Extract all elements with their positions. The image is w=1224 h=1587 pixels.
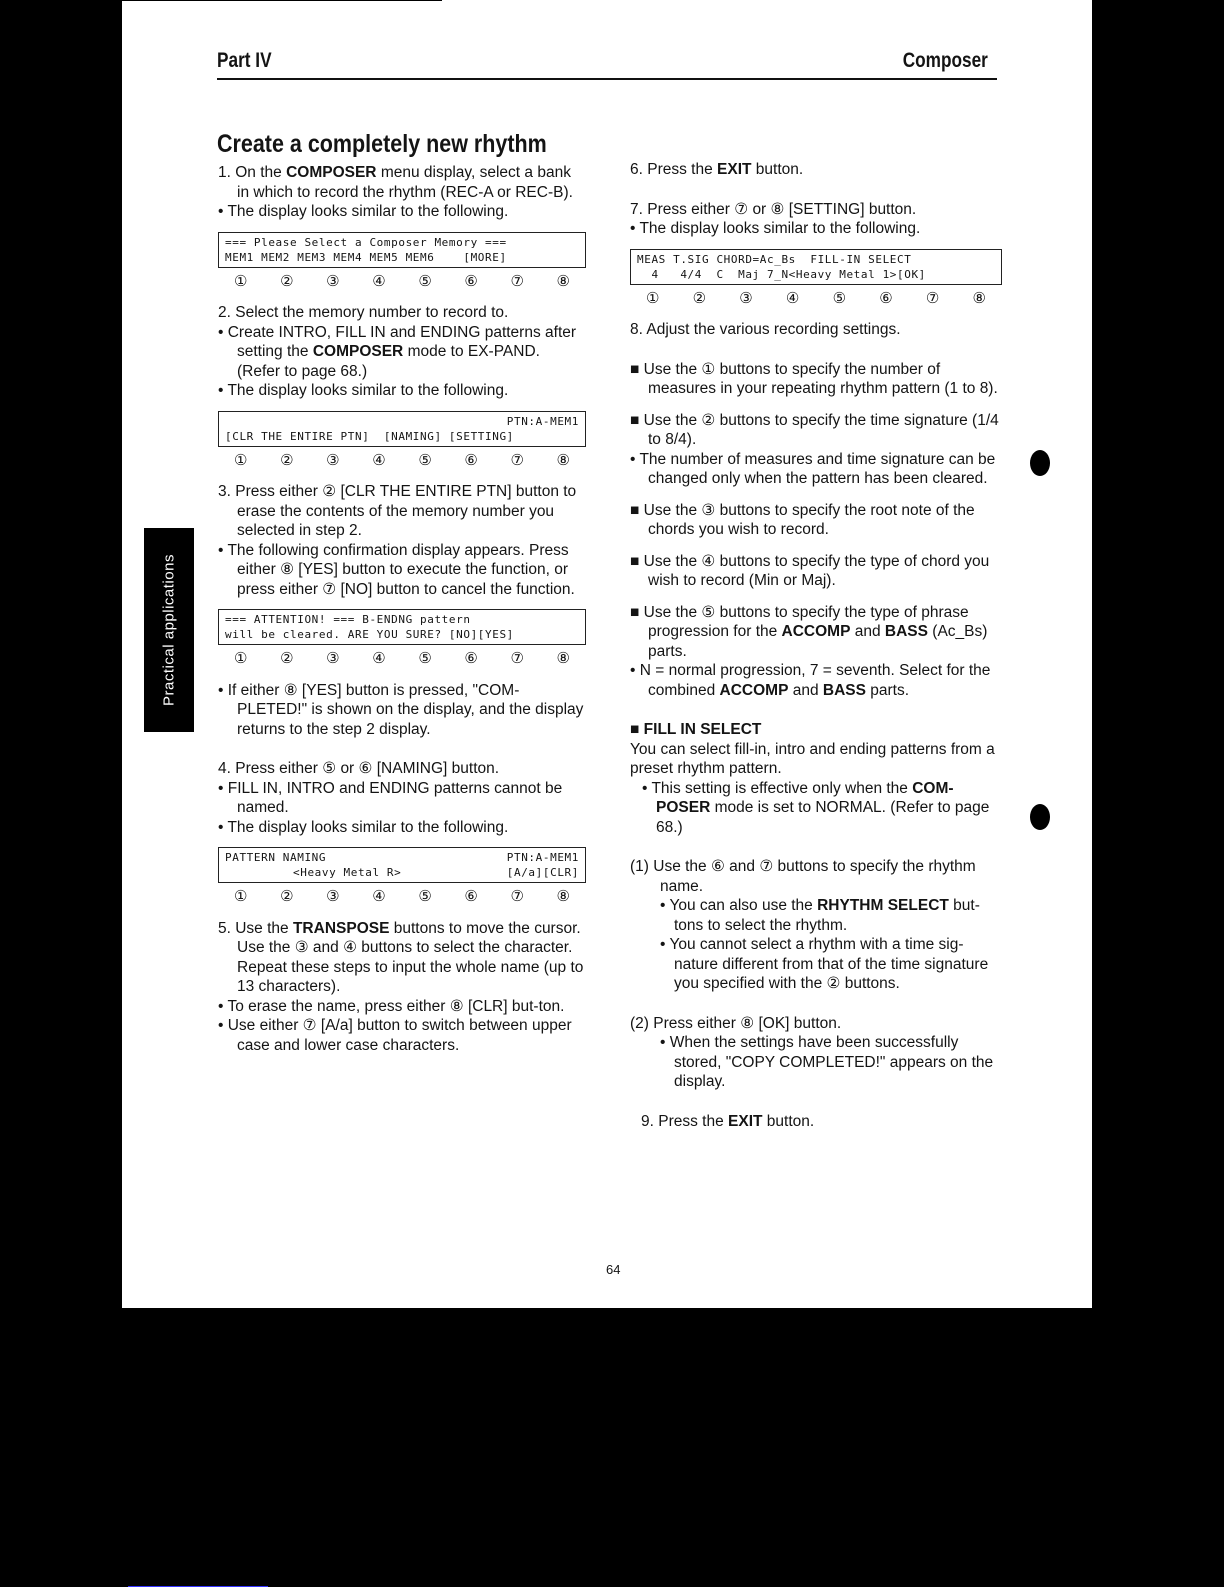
button-5-icon: ⑤ [418, 888, 432, 905]
button-row [218, 449, 586, 471]
button-5-icon: ⑤ [418, 272, 432, 290]
button-6-icon: ⑥ [464, 888, 478, 905]
substep-1-bullet-1: • You can also use the RHYTHM SELECT but-tons to select the rhythm. [660, 897, 980, 934]
button-4-icon: ④ [372, 272, 386, 290]
page-title: Create a completely new rhythm [217, 130, 547, 158]
step-9: 9. Press the EXIT button. [641, 1112, 815, 1130]
button-1-icon: ① [234, 272, 248, 290]
button-2-icon: ② [692, 289, 707, 307]
setting-measures: ■ Use the ① buttons to specify the number of measures in your repeating rhythm pattern (1 to 8). [630, 360, 998, 397]
side-tab-label: Practical applications [160, 554, 178, 706]
button-7-icon: ⑦ [925, 289, 940, 307]
button-row [218, 885, 586, 907]
button-3-icon: ③ [326, 272, 340, 290]
button-2-icon: ② [280, 650, 294, 667]
button-row [630, 287, 1002, 309]
step-3-result: • If either ⑧ [YES] button is pressed, "COM-PLETED!" is shown on the display, and the display returns to the step 2 display. [218, 681, 584, 738]
page-number: 64 [606, 1262, 621, 1277]
button-3-icon: ③ [739, 289, 753, 307]
step-4: 4. Press either ⑤ or ⑥ [NAMING] button. [218, 760, 500, 777]
lcd-display-settings: MEAS T.SIG CHORD=Ac_Bs FILL-IN SELECT 4 4/4 C Maj 7_N<Heavy Metal 1>[OK] [630, 249, 1002, 285]
button-5-icon: ⑤ [418, 650, 432, 667]
button-2-icon: ② [280, 451, 294, 469]
button-5-icon: ⑤ [418, 451, 432, 469]
button-4-icon: ④ [372, 888, 386, 905]
step-8: 8. Adjust the various recording settings. [630, 321, 901, 338]
fill-in-note: • This setting is effective only when the COM-POSER mode is set to NORMAL. (Refer to page 68.) [642, 779, 990, 836]
button-4-icon: ④ [372, 650, 386, 667]
setting-progression-note: • N = normal progression, 7 = seventh. Select for the combined ACCOMP and BASS parts. [630, 662, 991, 699]
step-2: 2. Select the memory number to record to. [218, 304, 509, 321]
button-1-icon: ① [234, 650, 248, 667]
button-row [218, 270, 586, 292]
setting-chord-type: ■ Use the ④ buttons to specify the type of chord you wish to record (Min or Maj). [630, 552, 990, 589]
button-8-icon: ⑧ [972, 289, 986, 307]
substep-2-bullet: • When the settings have been successfully stored, "COPY COMPLETED!" appears on the display. [660, 1034, 994, 1090]
button-4-icon: ④ [785, 289, 800, 307]
lcd-display-pattern-menu: PTN:A-MEM1 [CLR THE ENTIRE PTN] [NAMING] [SETTING] [218, 411, 586, 447]
button-row [218, 647, 586, 669]
step-3-bullet: • The following confirmation display appears. Press either ⑧ [YES] button to execute the function, or press either ⑦ [NO] button to cancel the function. [218, 541, 575, 598]
step-4-bullet-2: • The display looks similar to the following. [218, 818, 509, 836]
substep-2: (2) Press either ⑧ [OK] button. [630, 1014, 842, 1032]
button-7-icon: ⑦ [510, 272, 524, 290]
lcd-display-memory-select: === Please Select a Composer Memory === MEM1 MEM2 MEM3 MEM4 MEM5 MEM6 [MORE] [218, 232, 586, 268]
button-6-icon: ⑥ [464, 650, 478, 667]
button-8-icon: ⑧ [556, 451, 570, 469]
setting-time-signature-note: • The number of measures and time signature can be changed only when the pattern has been cleared. [630, 450, 996, 487]
step-5-bullet-1: • To erase the name, press either ⑧ [CLR] but-ton. [218, 997, 565, 1015]
button-1-icon: ① [646, 289, 660, 307]
binding-hole-mark [1030, 804, 1050, 830]
button-7-icon: ⑦ [510, 451, 524, 469]
button-6-icon: ⑥ [464, 272, 478, 290]
step-6: 6. Press the EXIT button. [630, 161, 804, 178]
header-rule [217, 78, 997, 80]
substep-1-bullet-2: • You cannot select a rhythm with a time sig-nature different from that of the time signature you specified with the ② buttons. [660, 936, 989, 992]
button-6-icon: ⑥ [879, 289, 893, 307]
lcd-display-attention: === ATTENTION! === B-ENDNG pattern will be cleared. ARE YOU SURE? [NO][YES] [218, 609, 586, 645]
left-column [218, 163, 586, 1055]
header-chapter: Composer [902, 49, 988, 72]
substep-1: (1) Use the ⑥ and ⑦ buttons to specify the rhythm name. [630, 858, 976, 895]
top-rule [122, 0, 442, 1]
button-6-icon: ⑥ [464, 451, 478, 469]
setting-progression: ■ Use the ⑤ buttons to specify the type of phrase progression for the ACCOMP and BASS (Ac_Bs) parts. [630, 603, 988, 660]
step-1: 1. On the COMPOSER menu display, select a bank in which to record the rhythm (REC-A or REC-B). [218, 164, 573, 201]
button-1-icon: ① [234, 451, 248, 469]
header-part: Part IV [217, 49, 272, 72]
button-5-icon: ⑤ [832, 289, 847, 307]
step-4-bullet-1: • FILL IN, INTRO and ENDING patterns cannot be named. [218, 779, 563, 816]
lcd-display-naming: PATTERN NAMING PTN:A-MEM1 <Heavy Metal R> [A/a][CLR] [218, 847, 586, 883]
button-2-icon: ② [280, 888, 294, 905]
button-3-icon: ③ [326, 650, 340, 667]
manual-page [122, 0, 1092, 1308]
right-column [630, 160, 1002, 1131]
fill-in-heading: ■ FILL IN SELECT [630, 721, 762, 738]
button-2-icon: ② [280, 272, 294, 290]
step-2-bullet-1: • Create INTRO, FILL IN and ENDING patterns after setting the COMPOSER mode to EX-PAND. (Refer to page 68.) [218, 323, 577, 380]
button-4-icon: ④ [372, 451, 386, 469]
fill-in-text: You can select fill-in, intro and ending patterns from a preset rhythm pattern. [630, 740, 995, 777]
button-7-icon: ⑦ [510, 888, 524, 905]
side-tab [144, 528, 194, 732]
button-3-icon: ③ [326, 451, 340, 469]
button-8-icon: ⑧ [556, 650, 570, 667]
button-8-icon: ⑧ [556, 272, 570, 290]
step-7-bullet: • The display looks similar to the following. [630, 220, 921, 237]
step-5: 5. Use the TRANSPOSE buttons to move the cursor. Use the ③ and ④ buttons to select the character. Repeat these steps to input the whole name (up to 13 characters). [218, 919, 584, 995]
button-8-icon: ⑧ [556, 888, 570, 905]
step-1-bullet: • The display looks similar to the following. [218, 203, 509, 220]
setting-time-signature: ■ Use the ② buttons to specify the time signature (1/4 to 8/4). [630, 411, 999, 448]
binding-hole-mark [1030, 450, 1050, 476]
setting-root-note: ■ Use the ③ buttons to specify the root note of the chords you wish to record. [630, 501, 975, 538]
step-2-bullet-2: • The display looks similar to the following. [218, 382, 509, 399]
button-1-icon: ① [234, 888, 248, 905]
button-3-icon: ③ [326, 888, 340, 905]
step-7: 7. Press either ⑦ or ⑧ [SETTING] button. [630, 200, 917, 218]
step-5-bullet-2: • Use either ⑦ [A/a] button to switch between upper case and lower case characters. [218, 1017, 572, 1054]
button-7-icon: ⑦ [510, 650, 524, 667]
step-3: 3. Press either ② [CLR THE ENTIRE PTN] button to erase the contents of the memory number you selected in step 2. [218, 483, 577, 539]
